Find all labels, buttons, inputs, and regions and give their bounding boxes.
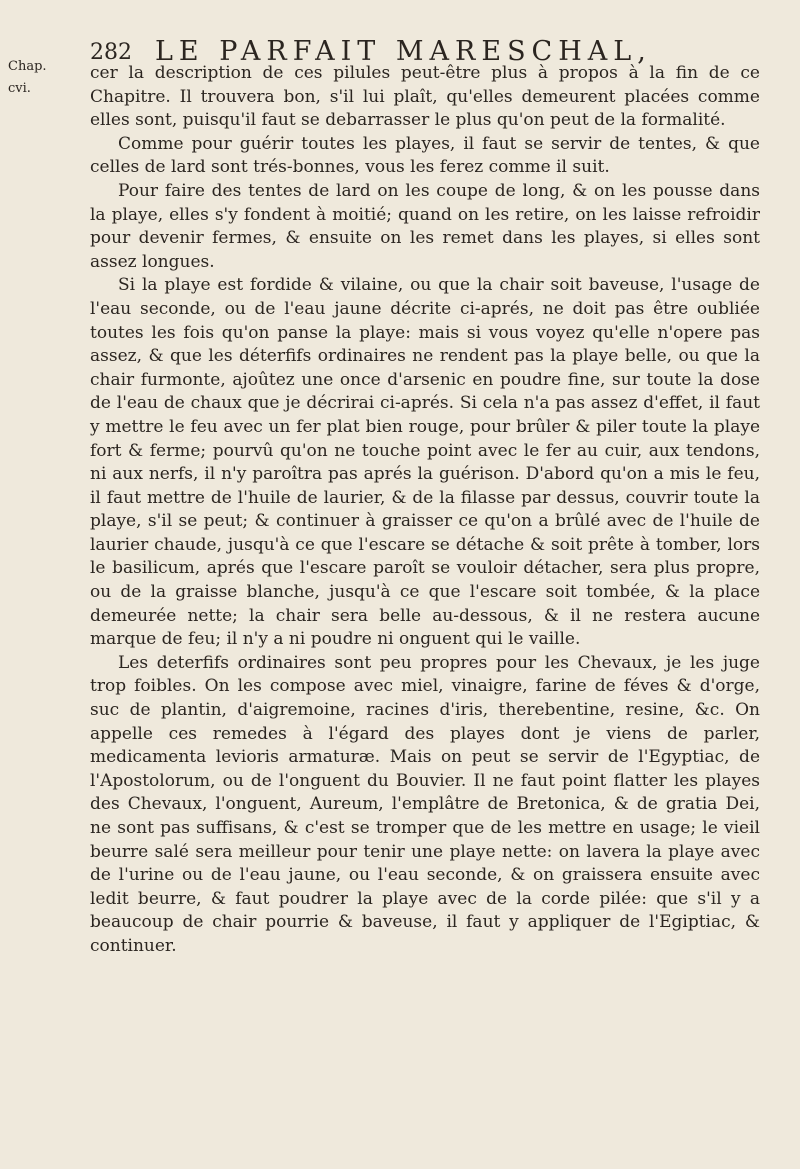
paragraph: Comme pour guérir toutes les playes, il faut se servir de tentes, & que celles de lard sont trés-bonnes, vous les ferez comme il suit. [90, 133, 760, 178]
paragraph: cer la description de ces pilules peut-être plus à propos à la fin de ce Chapitre. Il trouvera bon, s'il lui plaît, qu'elles demeurent placées comme elles sont, puisqu'il faut se debarrasser le plus qu'on peut de la formalité. [90, 63, 760, 131]
body-text [90, 62, 760, 959]
paragraph: Les deterfifs ordinaires sont peu propres pour les Chevaux, je les juge trop foibles. On les compose avec miel, vinaigre, farine de féves & d'orge, suc de plantin, d'aigremoine, racines d'iris, therebentine, resine, &c. On appelle ces remedes à l'égard des playes dont je viens de parler, medicamenta levioris armaturæ. Mais on peut se servir de l'Egyptiac, de l'Apostolorum, ou de l'onguent du Bouvier. Il ne faut point flatter les playes des Chevaux, l'onguent, Aureum, l'emplâtre de Bretonica, & de gratia Dei, ne sont pas suffisans, & c'est se tromper que de les mettre en usage; le vieil beurre salé sera meilleur pour tenir une playe nette: on lavera la playe avec de l'urine ou de l'eau jaune, ou l'eau seconde, & on graissera ensuite avec ledit beurre, & faut poudrer la playe avec de la corde pilée: que s'il y a beaucoup de chair pourrie & baveuse, il faut y appliquer de l'Egiptiac, & continuer. [90, 652, 760, 956]
margin-note-number: cvi. [8, 81, 31, 96]
margin-note [8, 56, 47, 100]
page-number: 282 [90, 40, 132, 65]
margin-note-chapter: Chap. [8, 59, 47, 74]
running-title: LE PARFAIT MARESCHAL, [155, 36, 652, 67]
paragraph: Pour faire des tentes de lard on les coupe de long, & on les pousse dans la playe, elles s'y fondent à moitié; quand on les retire, on les laisse refroidir pour devenir fermes, & ensuite on les remet dans les playes, si elles sont assez longues. [90, 180, 760, 272]
paragraph: Si la playe est fordide & vilaine, ou que la chair soit baveuse, l'usage de l'eau seconde, ou de l'eau jaune décrite ci-aprés, ne doit pas être oubliée toutes les fois qu'on panse la playe: mais si vous voyez qu'elle n'opere pas assez, & que les déterfifs ordinaires ne rendent pas la playe belle, ou que la chair furmonte, ajoûtez une once d'arsenic en poudre fine, sur toute la dose de l'eau de chaux que je décrirai ci-aprés. Si cela n'a pas assez d'effet, il faut y mettre le feu avec un fer plat bien rouge, pour brûler & piler toute la playe fort & ferme; pourvû qu'on ne touche point avec le fer au cuir, aux tendons, ni aux nerfs, il n'y paroîtra pas aprés la guérison. D'abord qu'on a mis le feu, il faut mettre de l'huile de laurier, & de la filasse par dessus, couvrir toute la playe, s'il se peut; & continuer à graisser ce qu'on a brûlé avec de l'huile de laurier chaude, jusqu'à ce que l'escare se détache & soit prête à tomber, lors le basilicum, aprés que l'escare paroît se vouloir détacher, sera plus propre, ou de la graisse blanche, jusqu'à ce que l'escare soit tombée, & la place demeurée nette; la chair sera belle au-dessous, & il ne restera aucune marque de feu; il n'y a ni poudre ni onguent qui le vaille. [90, 275, 760, 650]
